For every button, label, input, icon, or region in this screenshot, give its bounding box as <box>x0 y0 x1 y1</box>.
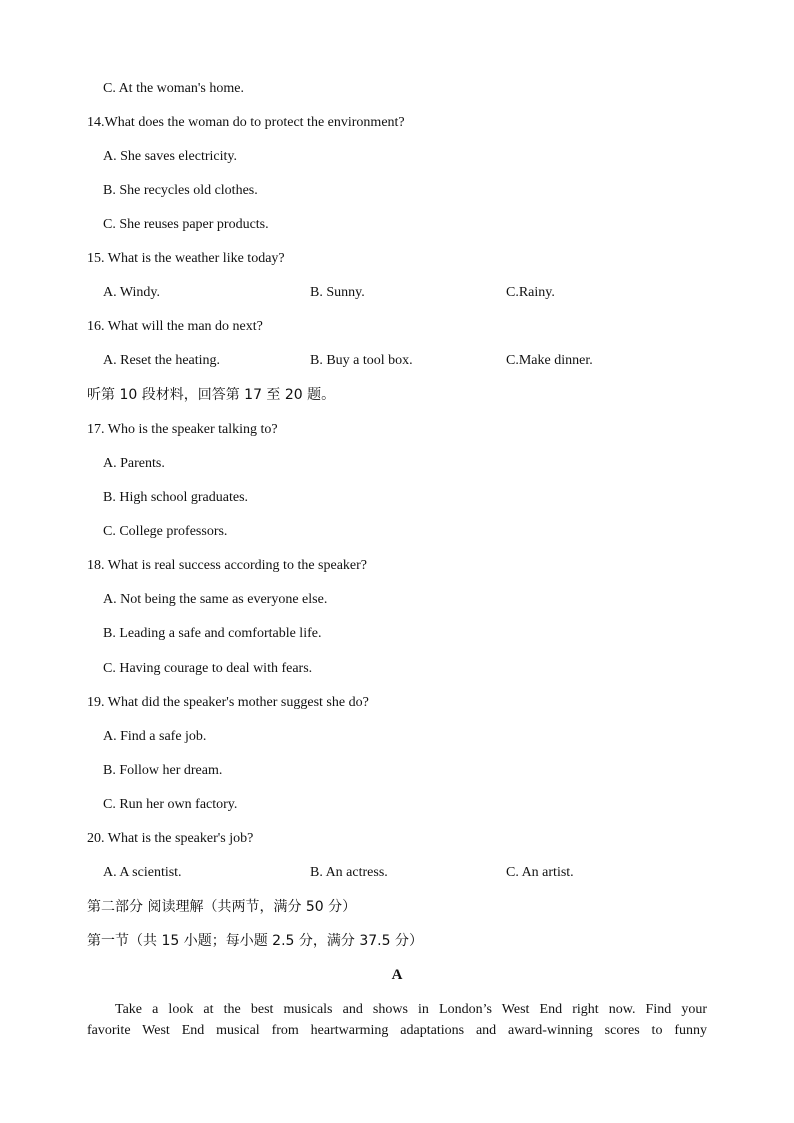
part2-heading: 第二部分 阅读理解（共两节，满分 50 分） <box>87 899 357 915</box>
q16-option-b: B. Buy a tool box. <box>310 353 413 368</box>
q20-option-c: C. An artist. <box>506 865 574 880</box>
q15-option-c: C.Rainy. <box>506 285 555 300</box>
q18-option-a: A. Not being the same as everyone else. <box>103 592 328 607</box>
q19-option-c: C. Run her own factory. <box>103 797 238 812</box>
passage-line-2: favorite West End musical from heartwarming adaptations and award-winning scores to funny <box>87 1023 707 1038</box>
q15-option-a: A. Windy. <box>103 285 160 300</box>
q19-option-b: B. Follow her dream. <box>103 763 223 778</box>
q20-question: 20. What is the speaker's job? <box>87 831 254 846</box>
q14-question: 14.What does the woman do to protect the environment? <box>87 115 405 130</box>
passage-letter: A <box>391 967 403 983</box>
q16-option-a: A. Reset the heating. <box>103 353 221 368</box>
q16-option-c: C.Make dinner. <box>506 353 593 368</box>
q14-option-b: B. She recycles old clothes. <box>103 183 258 198</box>
section1-heading: 第一节（共 15 小题；每小题 2.5 分，满分 37.5 分） <box>87 933 423 949</box>
passage-line-1: Take a look at the best musicals and shows in London’s West End right now. Find your <box>115 1002 707 1017</box>
q13-option-c: C. At the woman's home. <box>103 81 244 96</box>
q17-option-a: A. Parents. <box>103 456 165 471</box>
section-10-instruction: 听第 10 段材料，回答第 17 至 20 题。 <box>87 387 336 403</box>
q18-option-b: B. Leading a safe and comfortable life. <box>103 626 322 641</box>
q15-option-b: B. Sunny. <box>310 285 365 300</box>
q19-option-a: A. Find a safe job. <box>103 729 207 744</box>
q20-option-b: B. An actress. <box>310 865 388 880</box>
q18-option-c: C. Having courage to deal with fears. <box>103 661 313 676</box>
q18-question: 18. What is real success according to the speaker? <box>87 558 368 573</box>
q20-option-a: A. A scientist. <box>103 865 182 880</box>
q17-option-c: C. College professors. <box>103 524 228 539</box>
q17-option-b: B. High school graduates. <box>103 490 249 505</box>
q14-option-a: A. She saves electricity. <box>103 149 237 164</box>
q14-option-c: C. She reuses paper products. <box>103 217 269 232</box>
q15-question: 15. What is the weather like today? <box>87 251 285 266</box>
q16-question: 16. What will the man do next? <box>87 319 263 334</box>
q19-question: 19. What did the speaker's mother suggest she do? <box>87 695 369 710</box>
q17-question: 17. Who is the speaker talking to? <box>87 422 278 437</box>
